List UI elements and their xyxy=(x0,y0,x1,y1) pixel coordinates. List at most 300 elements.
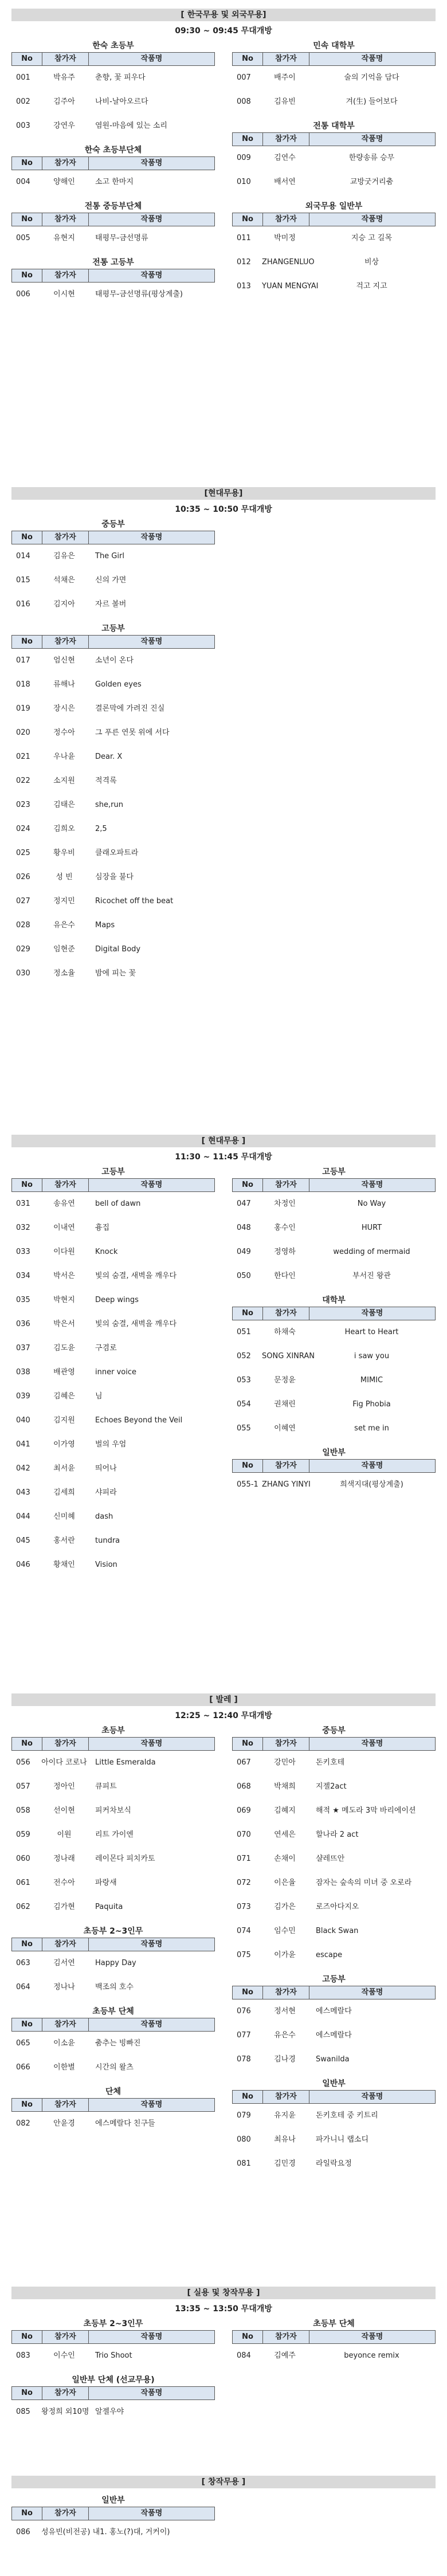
participant-name: 김유빈 xyxy=(274,97,296,106)
work-title: 겨(生) 들어보다 xyxy=(346,97,398,106)
table-row xyxy=(232,1895,436,1919)
entry-number: 025 xyxy=(16,849,30,857)
table-row xyxy=(232,226,436,250)
work-title: 레이몬다 피치카토 xyxy=(95,1854,155,1863)
entry-number: 086 xyxy=(16,2528,30,2536)
work-title: 빛의 숨결, 새벽을 깨우다 xyxy=(95,1320,177,1328)
work-title: 큐피트 xyxy=(95,1782,117,1791)
entry-number: 082 xyxy=(16,2119,30,2128)
entry-number: 020 xyxy=(16,728,30,737)
program-section xyxy=(11,1135,436,1583)
entry-number: 050 xyxy=(237,1272,251,1280)
header-work: 작품명 xyxy=(140,2020,163,2029)
work-title: 적격록 xyxy=(95,777,117,785)
work-title: 태평무-금선명류(평상계출) xyxy=(95,290,183,299)
participant-name: 강연우 xyxy=(53,121,75,130)
category-group xyxy=(232,40,436,114)
work-title: i saw you xyxy=(354,1352,390,1360)
entry-number: 046 xyxy=(16,1561,30,1569)
table-row xyxy=(11,1216,215,1240)
table-row xyxy=(11,2520,215,2544)
work-title: 자르 볼버 xyxy=(95,600,127,609)
header-no: No xyxy=(233,1986,263,1999)
work-title: bell of dawn xyxy=(95,1199,141,1208)
category-title: 고등부 xyxy=(322,1167,346,1177)
table-row xyxy=(232,1775,436,1799)
work-title: 그 푸른 연못 위에 서다 xyxy=(95,728,170,737)
work-title: 신의 가면 xyxy=(95,576,127,585)
category-group xyxy=(11,1925,215,1999)
category-title: 전통 중등부단체 xyxy=(84,202,142,211)
participant-name: 김연수 xyxy=(274,154,296,162)
header-work: 작품명 xyxy=(361,1988,383,1997)
participant-name: 김도윤 xyxy=(53,1344,75,1352)
table-header xyxy=(11,2018,215,2032)
table-header xyxy=(11,2330,215,2344)
header-no: No xyxy=(233,1307,263,1320)
category-title: 고등부 xyxy=(322,1975,346,1984)
table-row xyxy=(11,1481,215,1505)
work-title: Deep wings xyxy=(95,1296,139,1304)
table-row xyxy=(11,1871,215,1895)
category-group xyxy=(232,2077,436,2176)
work-title: Paquita xyxy=(95,1903,123,1911)
entry-number: 021 xyxy=(16,752,30,761)
entry-number: 013 xyxy=(237,282,251,291)
table-row xyxy=(11,226,215,250)
work-title: 흉집 xyxy=(95,1224,110,1232)
work-title: 백조의 호수 xyxy=(95,1983,134,1991)
work-title: 리트 가이엔 xyxy=(95,1830,134,1839)
work-title: 에스메랄다 xyxy=(316,2031,352,2040)
category-group xyxy=(11,2494,215,2544)
table-row xyxy=(11,568,215,593)
participant-name: 송유연 xyxy=(53,1199,75,1208)
header-no: No xyxy=(233,1738,263,1750)
table-header xyxy=(232,1307,436,1320)
header-no: No xyxy=(233,1179,263,1191)
right-column xyxy=(232,516,436,991)
participant-name: 성 빈 xyxy=(56,873,73,881)
category-group xyxy=(11,2085,215,2136)
entry-number: 002 xyxy=(16,97,30,106)
section-columns xyxy=(11,37,436,312)
category-group xyxy=(11,256,215,307)
header-work: 작품명 xyxy=(140,1739,163,1748)
work-title: Maps xyxy=(95,921,115,930)
participant-name: 황채인 xyxy=(53,1561,75,1569)
entry-number: 035 xyxy=(16,1296,30,1304)
participant-name: 배주이 xyxy=(274,73,296,82)
table-row xyxy=(11,769,215,793)
entry-number: 007 xyxy=(237,73,251,82)
table-row xyxy=(232,1320,436,1344)
entry-number: 029 xyxy=(16,945,30,954)
table-header xyxy=(11,213,215,226)
participant-name: 김가은 xyxy=(274,1903,296,1911)
right-column xyxy=(232,2315,436,2430)
table-row xyxy=(232,1344,436,1369)
category-group xyxy=(11,2005,215,2080)
entry-number: 010 xyxy=(237,178,251,186)
section-columns xyxy=(11,1163,436,1583)
entry-number: 059 xyxy=(16,1830,30,1839)
category-group xyxy=(232,1166,436,1288)
work-title: 라일락요정 xyxy=(316,2159,352,2168)
header-participant: 참가자 xyxy=(263,1307,309,1320)
entry-number: 008 xyxy=(237,97,251,106)
header-work: 작품명 xyxy=(140,2332,163,2341)
program-section xyxy=(11,9,436,312)
section-title: [ 발레 ] xyxy=(11,1693,436,1706)
entry-number: 043 xyxy=(16,1488,30,1497)
right-column xyxy=(232,1722,436,2182)
category-group xyxy=(232,120,436,194)
table-row xyxy=(232,170,436,194)
entry-number: 073 xyxy=(237,1903,251,1911)
header-work: 작품명 xyxy=(140,215,163,224)
header-no: No xyxy=(233,2091,263,2103)
table-header xyxy=(232,1737,436,1751)
header-work: 작품명 xyxy=(140,54,163,63)
category-group xyxy=(232,200,436,299)
entry-number: 017 xyxy=(16,656,30,665)
table-row xyxy=(11,1751,215,1775)
category-title: 중등부 xyxy=(322,1726,346,1735)
table-row xyxy=(232,2024,436,2048)
entry-number: 045 xyxy=(16,1536,30,1545)
participant-name: 이내연 xyxy=(53,1224,75,1232)
category-title: 전통 고등부 xyxy=(92,258,134,267)
entry-number: 030 xyxy=(16,969,30,978)
participant-name: 왕정희 외10명 xyxy=(41,2408,89,2416)
category-group xyxy=(232,1724,436,1967)
participant-name: 최서윤 xyxy=(53,1464,75,1473)
work-title: Black Swan xyxy=(316,1927,359,1935)
participant-name: 박현지 xyxy=(53,1296,75,1304)
program-section xyxy=(11,2476,436,2550)
section-columns xyxy=(11,516,436,991)
header-work: 작품명 xyxy=(140,271,163,280)
header-work: 작품명 xyxy=(361,1309,383,1318)
entry-number: 080 xyxy=(237,2135,251,2144)
table-row xyxy=(11,1360,215,1385)
stage-open-time: 12:25 ~ 12:40 무대개방 xyxy=(175,1711,272,1720)
entry-number: 033 xyxy=(16,1248,30,1256)
table-row xyxy=(11,2056,215,2080)
category-title: 중등부 xyxy=(101,520,125,529)
entry-number: 028 xyxy=(16,921,30,930)
header-participant: 참가자 xyxy=(263,2091,309,2103)
work-title: The Girl xyxy=(95,552,124,560)
category-title: 고등부 xyxy=(101,1167,125,1177)
work-title: dash xyxy=(95,1512,113,1521)
work-title: 지젤2act xyxy=(316,1782,347,1791)
entry-number: 019 xyxy=(16,704,30,713)
participant-name: 김나경 xyxy=(274,2055,296,2064)
header-participant: 참가자 xyxy=(42,1179,89,1191)
work-title: 알젤우야 xyxy=(95,2408,124,2416)
work-title: MIMIC xyxy=(360,1376,383,1385)
work-title: Knock xyxy=(95,1248,118,1256)
category-title: 초등부 단체 xyxy=(313,2319,355,2328)
participant-name: 한다인 xyxy=(274,1272,296,1280)
program-section xyxy=(11,1693,436,2182)
table-row xyxy=(232,1919,436,1943)
table-row xyxy=(232,2104,436,2128)
table-row xyxy=(11,841,215,865)
header-no: No xyxy=(12,1938,42,1951)
work-title: 에스메랄다 친구들 xyxy=(95,2119,155,2128)
entry-number: 024 xyxy=(16,825,30,833)
participant-name: 손채이 xyxy=(274,1854,296,1863)
entry-number: 022 xyxy=(16,777,30,785)
table-row xyxy=(232,2152,436,2176)
participant-name: 박채희 xyxy=(274,1782,296,1791)
entry-number: 078 xyxy=(237,2055,251,2064)
table-header xyxy=(11,531,215,544)
entry-number: 015 xyxy=(16,576,30,585)
entry-number: 057 xyxy=(16,1782,30,1791)
table-row xyxy=(11,114,215,138)
entry-number: 049 xyxy=(237,1248,251,1256)
table-row xyxy=(11,2032,215,2056)
header-participant: 참가자 xyxy=(42,2331,89,2343)
entry-number: 040 xyxy=(16,1416,30,1425)
table-header xyxy=(232,213,436,226)
participant-name: 김가현 xyxy=(53,1903,75,1911)
work-title: 잠자는 숲속의 미녀 중 오로라 xyxy=(316,1879,412,1887)
category-group xyxy=(232,1973,436,2072)
table-row xyxy=(232,90,436,114)
table-row xyxy=(232,66,436,90)
header-work: 작품명 xyxy=(140,1181,163,1189)
work-title: Heart to Heart xyxy=(344,1328,399,1336)
entry-number: 005 xyxy=(16,234,30,242)
table-row xyxy=(11,1336,215,1360)
header-work: 작품명 xyxy=(140,2509,163,2518)
header-participant: 참가자 xyxy=(263,1738,309,1750)
entry-number: 003 xyxy=(16,121,30,130)
table-row xyxy=(232,1264,436,1288)
participant-name: 이수인 xyxy=(53,2351,75,2360)
table-row xyxy=(232,1799,436,1823)
participant-name: 김희오 xyxy=(53,825,75,833)
entry-number: 038 xyxy=(16,1368,30,1377)
table-row xyxy=(232,1216,436,1240)
entry-number: 052 xyxy=(237,1352,251,1360)
entry-number: 044 xyxy=(16,1512,30,1521)
header-work: 작품명 xyxy=(361,54,383,63)
table-row xyxy=(11,90,215,114)
entry-number: 081 xyxy=(237,2159,251,2168)
right-column xyxy=(232,37,436,312)
work-title: 구겸로 xyxy=(95,1344,117,1352)
stage-open-time: 10:35 ~ 10:50 무대개방 xyxy=(175,505,272,514)
section-columns xyxy=(11,2315,436,2430)
participant-name: YUAN MENGYAI xyxy=(262,282,319,291)
table-row xyxy=(232,2048,436,2072)
entry-number: 014 xyxy=(16,552,30,560)
work-title: 에스메랄다 xyxy=(316,2007,352,2016)
work-title: 소년이 온다 xyxy=(95,656,134,665)
table-header xyxy=(11,1938,215,1951)
table-row xyxy=(232,1823,436,1847)
participant-name: 임수민 xyxy=(274,1927,296,1935)
work-title: 부서진 왕관 xyxy=(352,1272,391,1280)
work-title: HURT xyxy=(361,1224,382,1232)
header-participant: 참가자 xyxy=(42,636,89,648)
participant-name: 배서연 xyxy=(274,178,296,186)
work-title: Swanilda xyxy=(316,2055,350,2064)
stage-open-time: 11:30 ~ 11:45 무대개방 xyxy=(175,1152,272,1162)
participant-name: 박미정 xyxy=(274,234,296,242)
header-work: 작품명 xyxy=(361,2092,383,2101)
header-no: No xyxy=(12,2507,42,2520)
header-participant: 참가자 xyxy=(263,53,309,65)
header-participant: 참가자 xyxy=(42,531,89,544)
table-row xyxy=(11,1823,215,1847)
table-row xyxy=(232,1847,436,1871)
category-title: 일반부 단체 (선교무용) xyxy=(72,2375,155,2385)
participant-name: 유은수 xyxy=(53,921,75,930)
work-title: 띄어나 xyxy=(95,1464,117,1473)
category-group xyxy=(11,144,215,194)
work-title: Golden eyes xyxy=(95,680,142,689)
work-title: wedding of mermaid xyxy=(333,1248,410,1256)
participant-name: 정나래 xyxy=(53,1854,75,1863)
left-column xyxy=(11,2315,215,2430)
section-title: [ 한국무용 및 외국무용] xyxy=(11,9,436,21)
participant-name: 차정인 xyxy=(274,1199,296,1208)
entry-number: 039 xyxy=(16,1392,30,1401)
header-work: 작품명 xyxy=(361,1739,383,1748)
entry-number: 074 xyxy=(237,1927,251,1935)
table-header xyxy=(232,1459,436,1473)
entry-number: 041 xyxy=(16,1440,30,1449)
work-title: Ricochet off the beat xyxy=(95,897,174,905)
work-title: 춤추는 빙빠진 xyxy=(95,2039,141,2048)
header-participant: 참가자 xyxy=(42,2018,89,2031)
table-row xyxy=(11,1240,215,1264)
table-row xyxy=(232,250,436,275)
entry-number: 058 xyxy=(16,1806,30,1815)
table-row xyxy=(11,1847,215,1871)
section-columns xyxy=(11,1722,436,2182)
participant-name: 정지민 xyxy=(53,897,75,905)
category-title: 한숙 초등부단체 xyxy=(84,146,142,155)
entry-number: 055-1 xyxy=(237,1480,258,1489)
work-title: 춘향, 꽃 피우다 xyxy=(95,73,146,82)
table-row xyxy=(11,1288,215,1312)
participant-name: 김지아 xyxy=(53,600,75,609)
participant-name: 임현준 xyxy=(53,945,75,954)
work-title: 한량송류 승무 xyxy=(348,154,395,162)
category-title: 일반부 xyxy=(322,2079,346,2088)
participant-name: 홍수인 xyxy=(274,1224,296,1232)
header-work: 작품명 xyxy=(361,2332,383,2341)
participant-name: 권채린 xyxy=(274,1400,296,1409)
table-row xyxy=(232,146,436,170)
participant-name: 이시현 xyxy=(53,290,75,299)
entry-number: 053 xyxy=(237,1376,251,1385)
participant-name: 우나윤 xyxy=(53,752,75,761)
header-no: No xyxy=(12,269,42,282)
work-title: Vision xyxy=(95,1561,117,1569)
participant-name: 김혜지 xyxy=(274,1806,296,1815)
participant-name: 유지윤 xyxy=(274,2111,296,2120)
entry-number: 083 xyxy=(16,2351,30,2360)
table-row xyxy=(11,593,215,617)
stage-open-time: 13:35 ~ 13:50 무대개방 xyxy=(175,2304,272,2314)
table-row xyxy=(232,1473,436,1497)
category-group xyxy=(232,2318,436,2368)
entry-number: 068 xyxy=(237,1782,251,1791)
participant-name: 엄신현 xyxy=(53,656,75,665)
participant-name: 정아인 xyxy=(53,1782,75,1791)
work-title: 클래오파트라 xyxy=(95,849,139,857)
table-header xyxy=(232,2090,436,2104)
header-participant: 참가자 xyxy=(42,1938,89,1951)
participant-name: 김예주 xyxy=(274,2351,296,2360)
category-title: 민속 대학부 xyxy=(313,41,355,50)
entry-number: 009 xyxy=(237,154,251,162)
category-title: 외국무용 일반부 xyxy=(305,202,363,211)
table-header xyxy=(11,1178,215,1192)
participant-name: 안윤경 xyxy=(53,2119,75,2128)
participant-name: 이소윤 xyxy=(53,2039,75,2048)
work-title: 태평무-금선명류 xyxy=(95,234,148,242)
category-group xyxy=(11,2374,215,2424)
entry-number: 056 xyxy=(16,1758,30,1767)
work-title: 걱고 지고 xyxy=(356,282,387,291)
header-no: No xyxy=(12,213,42,226)
header-participant: 참가자 xyxy=(263,1460,309,1472)
table-row xyxy=(11,721,215,745)
header-no: No xyxy=(12,53,42,65)
participant-name: 김세희 xyxy=(53,1488,75,1497)
participant-name: 이가영 xyxy=(53,1440,75,1449)
entry-number: 067 xyxy=(237,1758,251,1767)
section-title: [ 실용 및 창작무용 ] xyxy=(11,2287,436,2299)
participant-name: 박은서 xyxy=(53,1320,75,1328)
table-row xyxy=(11,673,215,697)
category-group xyxy=(11,1724,215,1919)
header-work: 작품명 xyxy=(140,159,163,167)
participant-name: 석채은 xyxy=(53,576,75,585)
header-no: No xyxy=(12,1738,42,1750)
header-participant: 참가자 xyxy=(42,2387,89,2399)
table-row xyxy=(11,1385,215,1409)
work-title: 심장을 불다 xyxy=(95,873,134,881)
header-participant: 참가자 xyxy=(263,2331,309,2343)
category-title: 고등부 xyxy=(101,624,125,633)
header-participant: 참가자 xyxy=(42,2099,89,2111)
entry-number: 048 xyxy=(237,1224,251,1232)
header-participant: 참가자 xyxy=(42,269,89,282)
table-row xyxy=(11,1457,215,1481)
entry-number: 006 xyxy=(16,290,30,299)
header-participant: 참가자 xyxy=(42,53,89,65)
participant-name: 김주아 xyxy=(53,97,75,106)
table-row xyxy=(11,283,215,307)
header-work: 작품명 xyxy=(361,1461,383,1470)
participant-name: 소지원 xyxy=(53,777,75,785)
entry-number: 065 xyxy=(16,2039,30,2048)
category-title: 일반부 xyxy=(101,2496,125,2505)
work-title: Dear. X xyxy=(95,752,123,761)
header-work: 작품명 xyxy=(361,215,383,224)
